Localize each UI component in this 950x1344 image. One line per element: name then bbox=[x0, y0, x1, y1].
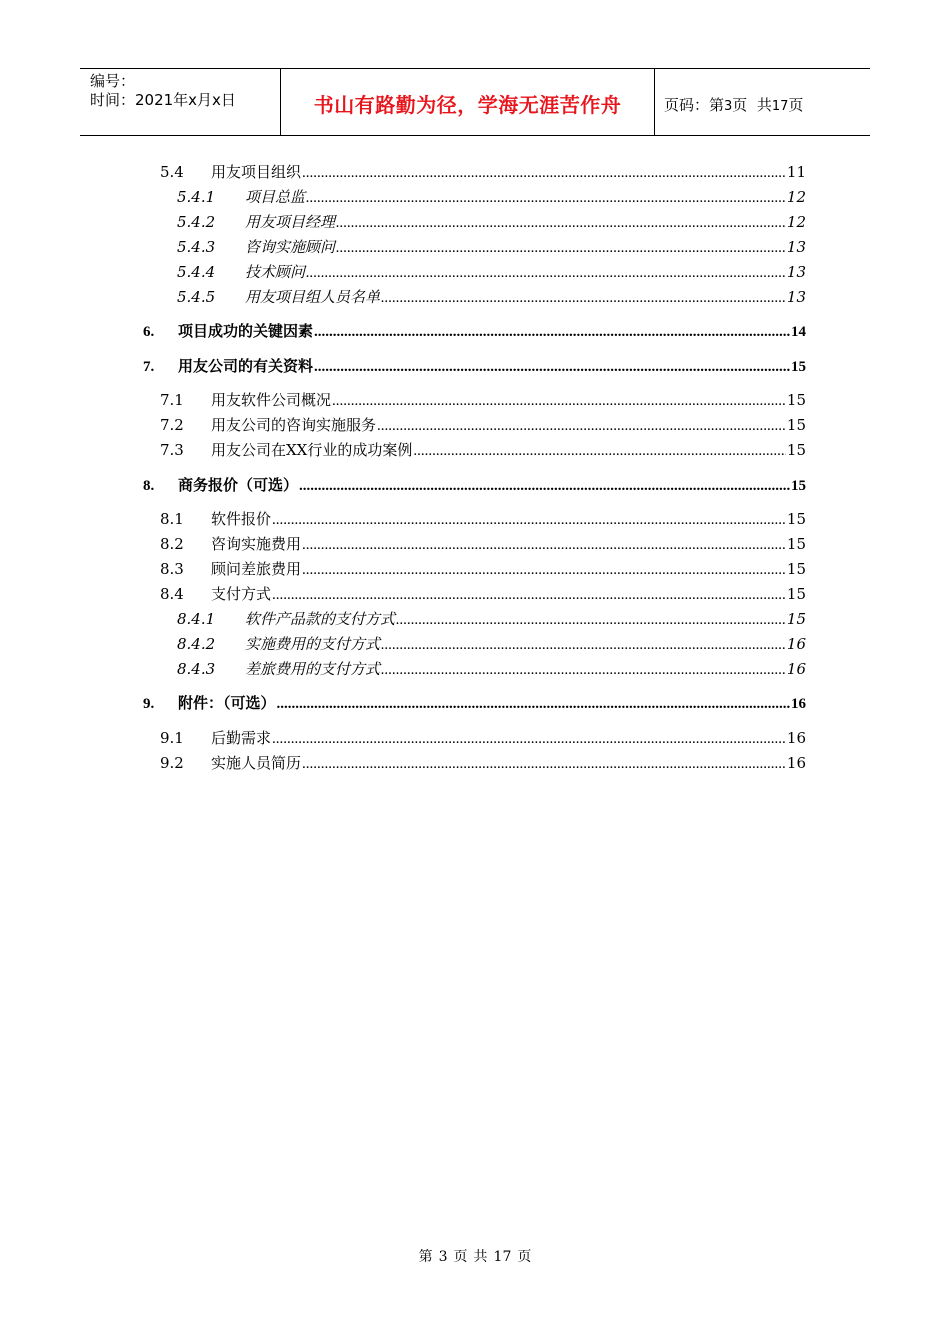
toc-leader-dots bbox=[413, 443, 786, 460]
toc-entry-number: 8.2 bbox=[160, 535, 184, 553]
toc-entry-number: 8.1 bbox=[160, 510, 184, 528]
toc-leader-dots bbox=[381, 662, 786, 679]
toc-entry[interactable] bbox=[177, 211, 806, 233]
toc-entry-number: 8.4 bbox=[160, 585, 184, 603]
header-page-cell bbox=[655, 69, 870, 135]
page-code-prefix: 页码：第 bbox=[664, 96, 725, 114]
toc-entry-number: 9.2 bbox=[160, 754, 184, 772]
toc-entry-number: 8.3 bbox=[160, 560, 184, 578]
toc-entry-page: 13 bbox=[786, 263, 806, 281]
toc-entry-page: 15 bbox=[786, 585, 806, 603]
toc-entry[interactable] bbox=[160, 439, 806, 461]
toc-entry[interactable] bbox=[160, 752, 806, 774]
toc-leader-dots bbox=[299, 478, 790, 495]
toc-leader-dots bbox=[381, 637, 786, 654]
page-footer bbox=[0, 1246, 950, 1266]
toc-entry-number: 7.1 bbox=[160, 391, 184, 409]
toc-leader-dots bbox=[336, 240, 786, 257]
toc-entry[interactable] bbox=[177, 186, 806, 208]
toc-leader-dots bbox=[302, 537, 786, 554]
page-code-current: 3 bbox=[724, 99, 733, 114]
toc-entry-page: 13 bbox=[786, 288, 806, 306]
toc-entry[interactable] bbox=[160, 161, 806, 183]
toc-leader-dots bbox=[314, 359, 790, 376]
toc-entry-page: 12 bbox=[786, 213, 806, 231]
toc-entry-title: 咨询实施顾问 bbox=[245, 238, 336, 256]
toc-leader-dots bbox=[272, 731, 786, 748]
toc-entry[interactable] bbox=[143, 474, 806, 496]
header-motto-cell bbox=[281, 69, 655, 135]
toc-entry-title: 实施费用的支付方式 bbox=[245, 635, 381, 653]
toc-entry[interactable] bbox=[160, 389, 806, 411]
toc-entry-number: 5.4.4 bbox=[177, 263, 216, 281]
header-page-code bbox=[664, 94, 803, 115]
page-code-mid: 页 共 bbox=[732, 96, 772, 114]
toc-entry[interactable] bbox=[177, 633, 806, 655]
toc-entry[interactable] bbox=[143, 320, 806, 342]
toc-entry[interactable] bbox=[143, 692, 806, 714]
toc-entry-page: 15 bbox=[791, 478, 806, 494]
toc-entry-number: 9.1 bbox=[160, 729, 184, 747]
footer-prefix: 第 bbox=[418, 1249, 433, 1265]
toc-leader-dots bbox=[306, 265, 786, 282]
toc-entry-page: 15 bbox=[786, 510, 806, 528]
toc-entry-title: 用友公司的咨询实施服务 bbox=[211, 416, 377, 434]
toc-entry-page: 16 bbox=[786, 635, 806, 653]
toc-entry-number: 8.4.3 bbox=[177, 660, 216, 678]
header-meta-cell bbox=[80, 69, 281, 135]
footer-current-page: 3 bbox=[438, 1249, 448, 1265]
document-number-label: 编号： bbox=[90, 72, 136, 90]
toc-entry[interactable] bbox=[177, 286, 806, 308]
toc-entry-number: 8. bbox=[143, 478, 155, 494]
toc-entry[interactable] bbox=[160, 558, 806, 580]
toc-leader-dots bbox=[336, 215, 786, 232]
toc-entry-number: 5.4.1 bbox=[177, 188, 216, 206]
toc-entry-title: 技术顾问 bbox=[245, 263, 306, 281]
page-code-total: 17 bbox=[771, 99, 789, 114]
toc-leader-dots bbox=[302, 756, 786, 773]
toc-entry-page: 15 bbox=[786, 560, 806, 578]
toc-entry-number: 6. bbox=[143, 324, 155, 340]
toc-entry-number: 5.4.2 bbox=[177, 213, 216, 231]
page-header bbox=[80, 68, 870, 136]
toc-entry-page: 15 bbox=[791, 359, 806, 375]
footer-page-word: 页 bbox=[453, 1249, 468, 1265]
toc-entry-number: 8.4.2 bbox=[177, 635, 216, 653]
toc-entry-page: 16 bbox=[791, 696, 806, 712]
toc-entry-page: 16 bbox=[786, 660, 806, 678]
toc-entry-title: 用友软件公司概况 bbox=[211, 391, 332, 409]
toc-entry-title: 项目成功的关键因素 bbox=[178, 322, 314, 340]
toc-leader-dots bbox=[302, 165, 786, 182]
toc-entry-title: 用友项目组织 bbox=[211, 163, 302, 181]
toc-entry-title: 咨询实施费用 bbox=[211, 535, 302, 553]
toc-entry-number: 5.4.3 bbox=[177, 238, 216, 256]
toc-entry-title: 顾问差旅费用 bbox=[211, 560, 302, 578]
toc-entry-title: 支付方式 bbox=[211, 585, 272, 603]
header-motto: 书山有路勤为径，学海无涯苦作舟 bbox=[313, 93, 622, 117]
toc-entry[interactable] bbox=[160, 508, 806, 530]
toc-entry-page: 15 bbox=[786, 416, 806, 434]
toc-entry-title: 软件产品款的支付方式 bbox=[245, 610, 396, 628]
toc-entry-page: 15 bbox=[786, 391, 806, 409]
toc-entry-title: 实施人员简历 bbox=[211, 754, 302, 772]
toc-entry-page: 14 bbox=[791, 324, 806, 340]
toc-entry-number: 9. bbox=[143, 696, 155, 712]
toc-entry-title: 用友项目经理 bbox=[245, 213, 336, 231]
toc-entry-number: 7.3 bbox=[160, 441, 184, 459]
toc-entry-page: 16 bbox=[786, 754, 806, 772]
footer-suffix: 页 bbox=[517, 1249, 532, 1265]
toc-leader-dots bbox=[396, 612, 786, 629]
toc-entry-number: 5.4.5 bbox=[177, 288, 216, 306]
footer-total-pages: 17 bbox=[493, 1249, 512, 1265]
toc-entry-title: 用友公司的有关资料 bbox=[178, 357, 314, 375]
toc-entry-title: 附件：（可选） bbox=[178, 694, 276, 712]
toc-entry-page: 12 bbox=[786, 188, 806, 206]
toc-entry[interactable] bbox=[160, 533, 806, 555]
toc-entry-title: 用友公司在XX行业的成功案例 bbox=[211, 441, 413, 459]
toc-entry-title: 软件报价 bbox=[211, 510, 272, 528]
toc-leader-dots bbox=[332, 393, 786, 410]
toc-entry[interactable] bbox=[177, 608, 806, 630]
toc-leader-dots bbox=[306, 190, 786, 207]
toc-entry-page: 15 bbox=[786, 610, 806, 628]
toc-entry[interactable] bbox=[160, 583, 806, 605]
document-date-label: 时间：2021年x月x日 bbox=[90, 91, 236, 109]
toc-entry-title: 项目总监 bbox=[245, 188, 306, 206]
toc-leader-dots bbox=[381, 290, 786, 307]
toc-entry-number: 8.4.1 bbox=[177, 610, 216, 628]
footer-total-prefix: 共 bbox=[473, 1249, 488, 1265]
toc-leader-dots bbox=[302, 562, 786, 579]
toc-entry[interactable] bbox=[177, 236, 806, 258]
toc-entry-title: 差旅费用的支付方式 bbox=[245, 660, 381, 678]
toc-entry-title: 后勤需求 bbox=[211, 729, 272, 747]
toc-entry[interactable] bbox=[143, 355, 806, 377]
toc-leader-dots bbox=[377, 418, 786, 435]
toc-entry-number: 7.2 bbox=[160, 416, 184, 434]
toc-entry[interactable] bbox=[160, 414, 806, 436]
toc-entry-page: 11 bbox=[786, 163, 806, 181]
toc-entry-title: 商务报价（可选） bbox=[178, 476, 299, 494]
toc-entry-page: 13 bbox=[786, 238, 806, 256]
toc-entry-title: 用友项目组人员名单 bbox=[245, 288, 381, 306]
toc-leader-dots bbox=[272, 587, 786, 604]
toc-leader-dots bbox=[277, 696, 790, 713]
page-code-suffix: 页 bbox=[788, 96, 804, 114]
toc-entry-page: 15 bbox=[786, 535, 806, 553]
toc-entry[interactable] bbox=[177, 658, 806, 680]
toc-entry-number: 5.4 bbox=[160, 163, 184, 181]
toc-entry[interactable] bbox=[177, 261, 806, 283]
toc-entry-page: 16 bbox=[786, 729, 806, 747]
toc-leader-dots bbox=[314, 324, 790, 341]
toc-entry-number: 7. bbox=[143, 359, 155, 375]
toc-entry[interactable] bbox=[160, 727, 806, 749]
toc-leader-dots bbox=[272, 512, 786, 529]
toc-entry-page: 15 bbox=[786, 441, 806, 459]
